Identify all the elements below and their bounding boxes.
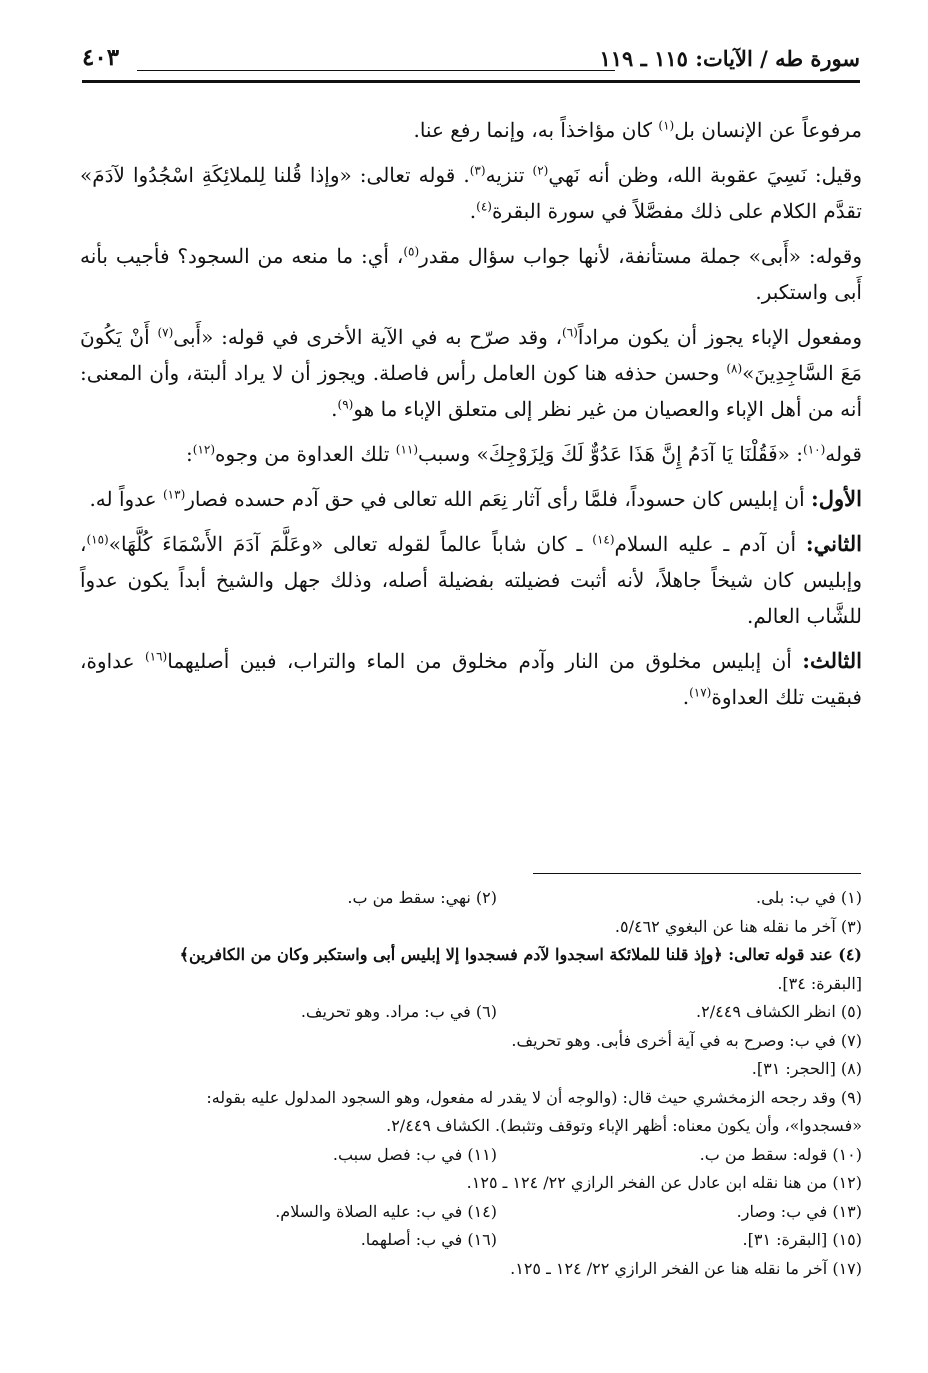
footnote: (٢) نهي: سقط من ب. [347,888,497,907]
footnote-ref: (١٣) [162,487,186,502]
paragraph [80,157,862,229]
footnote-ref: (١١) [395,442,419,457]
paragraph [80,526,862,634]
main-text [80,112,862,724]
footnote: (٥) انظر الكشاف ٢/٤٤٩. [696,1002,862,1021]
text-run: ، وإبليس كان شيخاً جاهلاً، لأنه أثبت فضيلته بفضيلة أصله، وذلك جهل والشيخ أبداً يكون عدواً للشَّاب العالم. [80,532,862,628]
section-lead: الثاني: [805,531,862,556]
footnote-row [80,998,862,1027]
footnote: (٦) في ب: مراد. وهو تحريف. [300,1002,497,1021]
footnote: (١٦) في ب: أصلهما. [360,1230,497,1249]
section-lead: الثالث: [802,648,863,673]
footnote-ref: (١٤) [592,532,615,547]
text-run: أن إبليس كان حسوداً، فلمَّا رأى آثار نِعَم الله تعالى في حق آدم حسده فصار [185,487,812,511]
footnote-ref: (٦) [562,325,578,340]
header-divider [82,80,860,83]
footnotes [80,884,862,1283]
text-run: مرفوعاً عن الإنسان بل [674,118,862,142]
header-rule [137,70,615,71]
footnote: (١١) في ب: فصل سبب. [332,1144,497,1164]
text-run: وقيل: نَسِيَ عقوبة الله، وظن أنه نَهي [548,163,862,187]
footnote: (٨) [الحجر: ٣١]. [751,1059,862,1078]
text-run: ، وقد صرّح به في الآية الأخرى في قوله: «أَبى [173,325,563,349]
text-run: : «فَقُلْنَا يَا آدَمُ إِنَّ هَذَا عَدُوٌّ لَكَ وَلِزَوْجِكَ» وسبب [418,442,804,466]
footnote-ref: (١٠) [803,442,826,457]
paragraph [80,112,862,148]
text-run: : [186,442,193,466]
text-run: أن آدم ـ عليه السلام [614,532,806,556]
footnote-row [80,1226,862,1255]
text-run: كان مؤاخذاً به، وإنما رفع عنا. [413,118,659,142]
footnote-ref: (٨) [726,361,743,376]
footnote-ref: (١٧) [689,685,712,700]
footnote-ref: (٥) [403,244,420,259]
text-run: تنزيه [485,163,533,187]
footnote-ref: (٢) [532,163,549,178]
footnote: (١٧) آخر ما نقله هنا عن الفخر الرازي ٢٢/ ١٢٤ ـ ١٢٥. [510,1258,862,1278]
footnote-ref: (٧) [157,325,174,340]
footnote-ref: (٩) [337,397,354,412]
paragraph [80,238,862,310]
footnote-ref: (١٦) [144,649,168,664]
text-run: تلك العداوة من وجوه [215,442,396,466]
footnote-continuation: «فسجدوا»، وأن يكون معناه: أظهر الإباء وتوقف وتثبط). الكشاف ٢/٤٤٩. [386,1116,862,1135]
section-lead: الأول: [811,486,862,511]
text-run: وقوله: «أَبى» جملة مستأنفة، لأنها جواب سؤال مقدر [419,244,862,268]
text-run: وحسن حذفه هنا كون العامل رأس فاصلة. ويجوز أن لا يراد ألبتة، وأن المعنى: أنه من أهل الإباء والعصيان من غير نظر إلى متعلق الإباء ما هو [80,361,862,421]
text-run: ومفعول الإباء يجوز أن يكون مراداً [577,325,862,349]
footnote-ref: (١٢) [192,442,216,457]
footnote-row [80,1198,862,1227]
footnote-separator [533,873,861,874]
footnote: (١٥) [البقرة: ٣١]. [742,1230,862,1249]
paragraph [80,319,862,427]
text-run: . [331,397,338,421]
text-run: . [469,199,477,223]
footnote: (٣) آخر ما نقله هنا عن البغوي ٥/٤٦٢. [614,916,862,936]
footnote-ref: (٣) [469,163,486,178]
text-run: عداوة، فبقيت تلك العداوة [80,649,862,709]
footnote: (١٢) من هنا نقله ابن عادل عن الفخر الرازي ٢٢/ ١٢٤ ـ ١٢٥. [466,1173,862,1192]
text-run: . قوله تعالى: «وإذا قُلنا لِلملائِكَةِ اسْجُدُوا لآدَمَ» تقدَّم الكلام على ذلك مفصَّلاً في سورة البقرة [80,163,862,223]
footnote: (١٤) في ب: عليه الصلاة والسلام. [275,1201,497,1221]
running-head: سورة طه / الآيات: ١١٥ ـ ١١٩ [599,46,860,71]
text-run: قوله [825,442,862,466]
text-run: أَنْ يَكُونَ مَعَ السَّاجِدِينَ» [80,325,862,385]
footnote-ref: (٤) [476,199,492,214]
paragraph [80,643,862,715]
footnote-ref: (١٥) [86,532,109,547]
text-run: أن إبليس مخلوق من النار وآدم مخلوق من الماء والتراب، فبين أصليهما [167,649,803,673]
page-number: ٤٠٣ [82,44,120,71]
footnote-continuation: [البقرة: ٣٤]. [777,973,862,993]
text-run: ـ كان شاباً عالماً لقوله تعالى «وعَلَّمَ آدَمَ الأَسْمَاءَ كُلَّهَا» [108,532,593,556]
page-header [82,42,860,84]
text-run: عدواً له. [89,487,163,511]
text-run: ، أي: ما منعه من السجود؟ فأجيب بأنه أَبى واستكبر. [80,244,862,304]
footnote: (١٣) في ب: وصار. [736,1201,862,1221]
paragraph [80,481,862,517]
footnote: (١٠) قوله: سقط من ب. [699,1144,862,1164]
footnote-row [80,884,862,913]
footnote-ref: (١) [658,118,675,133]
footnote: (٤) عند قوله تعالى: ﴿وإذ قلنا للملائكة اسجدوا لآدم فسجدوا إلا إبليس أبى واستكبر وكان من الكافرين﴾ [179,945,862,964]
footnote: (٧) في ب: وصرح به في آية أخرى فأبى. وهو تحريف. [511,1030,862,1050]
footnote: (١) في ب: بلى. [756,888,862,907]
footnote: (٩) وقد رجحه الزمخشري حيث قال: (والوجه أن لا يقدر له مفعول، وهو السجود المدلول عليه بقوله: [206,1087,862,1107]
text-run: . [682,685,690,709]
paragraph [80,436,862,472]
footnote-row [80,1141,862,1170]
